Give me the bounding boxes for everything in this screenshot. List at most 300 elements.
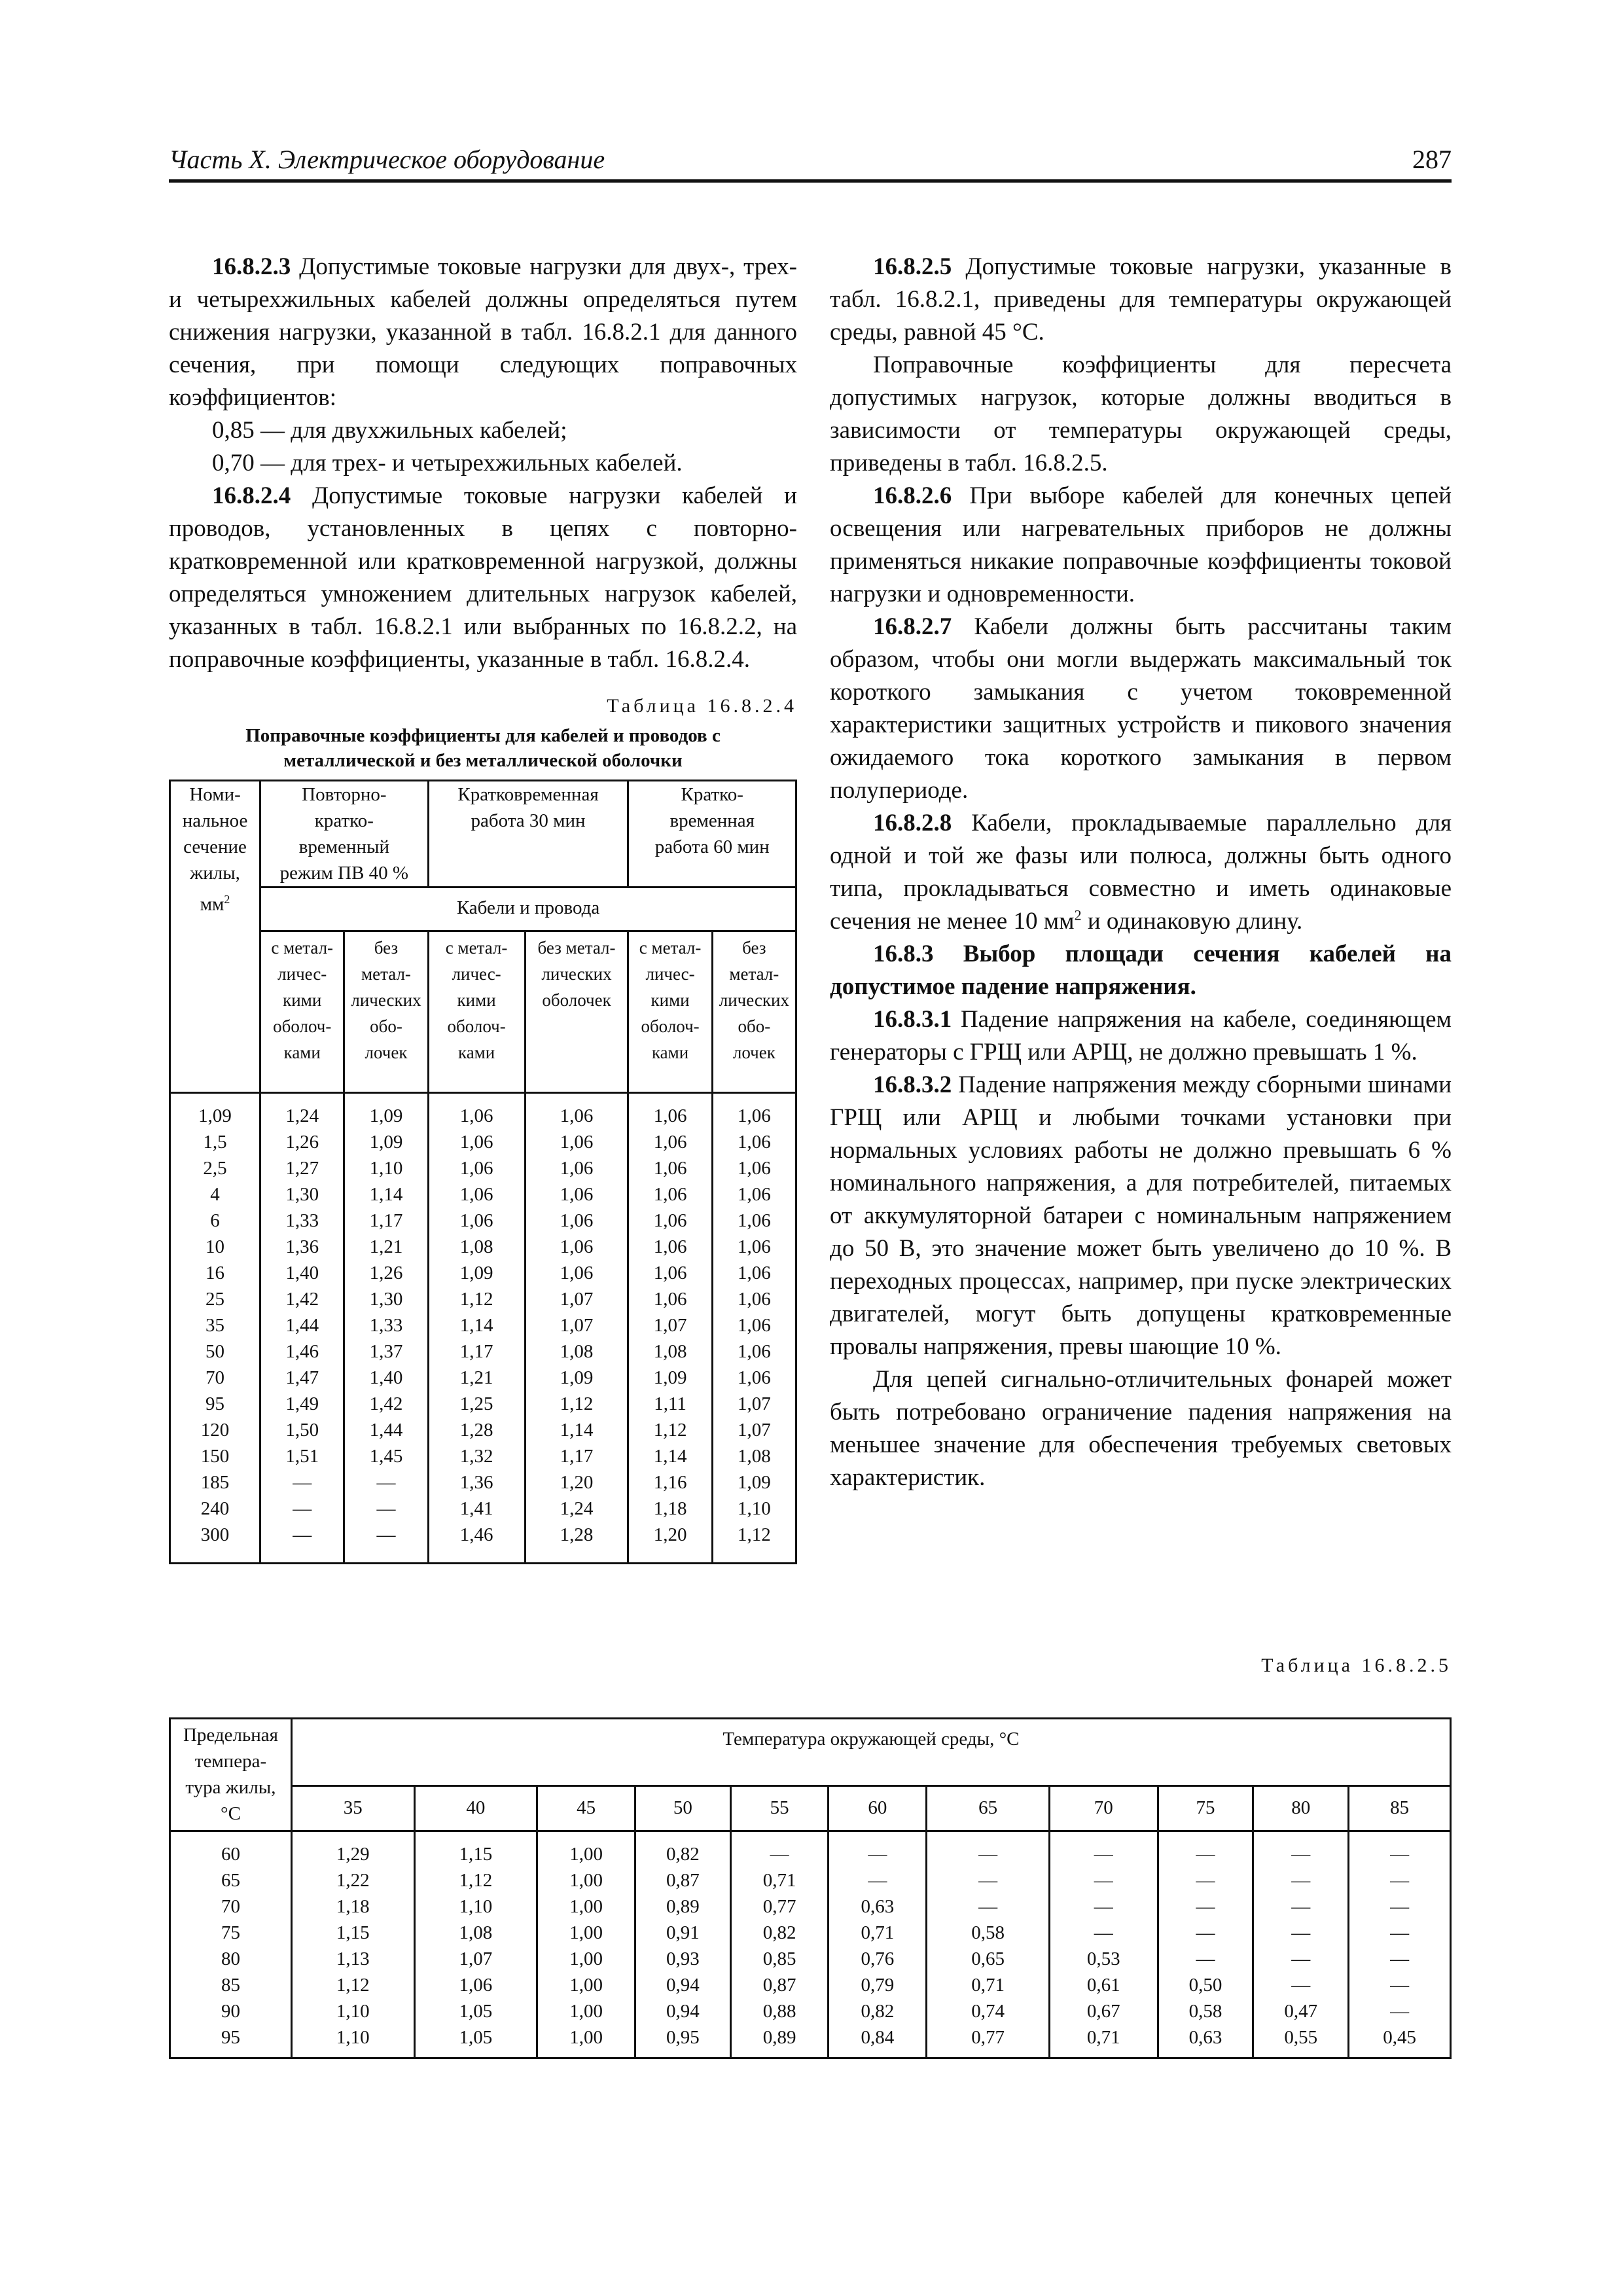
coefficient-value: 1,44 [369, 1420, 403, 1441]
coefficient-value: 1,10 [459, 1896, 493, 1917]
column-values [260, 1093, 344, 1564]
coefficient-value: 1,08 [459, 1922, 493, 1943]
header-intermittent-mode: Повторно- кратко- временный режим ПВ 40 % [260, 781, 429, 888]
coefficient-value: 1,24 [285, 1105, 319, 1126]
table-caption [169, 723, 797, 773]
section-value: 120 [200, 1420, 230, 1441]
section-value: 6 [210, 1210, 220, 1231]
coefficient-value: 1,07 [653, 1315, 687, 1336]
coefficient-value: — [376, 1498, 396, 1519]
coefficient-value: 0,71 [1086, 2027, 1120, 2048]
coefficient-value: 1,08 [737, 1446, 771, 1467]
column-values [712, 1093, 796, 1564]
section-value: 95 [205, 1393, 225, 1414]
coefficient-value: — [1390, 1975, 1410, 1996]
paragraph-text: Допустимые токовые нагрузки, указанные в табл. 16.8.2.1, приведены для температуры окружающей среды, равной 45 °С. [830, 253, 1452, 346]
coefficient-value: 1,00 [569, 2027, 603, 2048]
temperature-header: 35 [291, 1786, 414, 1831]
coefficient-value: 1,33 [369, 1315, 403, 1336]
coefficient-value: 0,71 [762, 1870, 796, 1891]
coefficient-value: 0,67 [1086, 2001, 1120, 2022]
left-column [169, 251, 797, 1564]
coefficient-value: 1,12 [459, 1870, 493, 1891]
coefficient-value: 1,06 [560, 1236, 594, 1257]
coefficient-value: 1,06 [737, 1367, 771, 1388]
coefficient-value: 1,12 [560, 1393, 594, 1414]
coefficient-value: — [770, 1844, 789, 1865]
coefficient-value: 1,06 [737, 1158, 771, 1179]
coefficient-value: 0,82 [762, 1922, 796, 1943]
clause-number: 16.8.2.5 [873, 253, 952, 280]
coefficient-value: 1,49 [285, 1393, 319, 1414]
section-value: 150 [200, 1446, 230, 1467]
coefficient-value: 1,06 [459, 1184, 493, 1205]
paragraph-text: При выборе кабелей для конечных цепей освещения или нагревательных приборов не должны применяться никакие поправочные коэффициенты токовой нагрузки и одновременности. [830, 482, 1452, 607]
coefficient-value: 0,55 [1284, 2027, 1318, 2048]
coefficient-value: — [1196, 1948, 1215, 1969]
paragraph-text: Кабели должны быть рассчитаны таким образом, чтобы они могли выдержать максимальный ток короткого замыкания с учетом токовременной характеристики защитных устройств и пикового значения ожидаемого тока короткого замыкания в первом полупериоде. [830, 613, 1452, 804]
column-values [730, 1831, 829, 2058]
header-ambient-temperature: Температура окружающей среды, °С [291, 1719, 1450, 1786]
section-heading-16-8-3: 16.8.3 Выбор площади сечения кабелей на допустимое падение напряжения. [830, 941, 1452, 1000]
coefficient-value: 1,06 [737, 1315, 771, 1336]
coefficient-value: 1,14 [369, 1184, 403, 1205]
coefficient-value: 1,29 [336, 1844, 370, 1865]
coefficient-value: 0,50 [1188, 1975, 1222, 1996]
coefficient-value: 1,10 [336, 2001, 370, 2022]
coefficient-value: — [293, 1472, 312, 1493]
coefficient-value: 1,06 [560, 1132, 594, 1153]
column-values [927, 1831, 1050, 2058]
coefficient-value: 1,28 [459, 1420, 493, 1441]
coefficient-value: 1,13 [336, 1948, 370, 1969]
column-values [1049, 1831, 1158, 2058]
coefficient-value: 1,12 [459, 1289, 493, 1310]
coefficient-value: 0,88 [762, 2001, 796, 2022]
coefficient-value: 0,84 [861, 2027, 895, 2048]
coefficient-value: 1,06 [653, 1105, 687, 1126]
header-short-time-30: Кратковременная работа 30 мин [428, 781, 628, 888]
coefficient-value: 1,06 [459, 1210, 493, 1231]
section-value: 1,09 [198, 1105, 232, 1126]
coefficient-value: 1,37 [369, 1341, 403, 1362]
coefficient-value: 1,44 [285, 1315, 319, 1336]
coefficient-value: — [293, 1524, 312, 1545]
coefficient-value: 1,06 [560, 1105, 594, 1126]
coefficient-value: — [978, 1896, 998, 1917]
coefficient-value: 0,63 [861, 1896, 895, 1917]
column-values [829, 1831, 927, 2058]
coefficient-value: — [1291, 1922, 1311, 1943]
table-label: Таблица 16.8.2.5 [1261, 1655, 1452, 1676]
coefficient-value: 1,06 [653, 1263, 687, 1283]
right-column [830, 251, 1452, 1494]
coefficient-value: — [978, 1870, 998, 1891]
coefficient-value: 1,08 [459, 1236, 493, 1257]
coefficient-value: 0,63 [1188, 2027, 1222, 2048]
coefficient-value: 1,08 [653, 1341, 687, 1362]
coefficient-value: 0,89 [666, 1896, 700, 1917]
core-temperature-value: 80 [221, 1948, 240, 1969]
coefficient-value: 0,82 [666, 1844, 700, 1865]
coefficient-value: 1,28 [560, 1524, 594, 1545]
table-body [170, 1831, 1451, 2058]
coefficient-value: 0,93 [666, 1948, 700, 1969]
clause-number: 16.8.3.2 [873, 1071, 952, 1098]
coefficient-value: 1,00 [569, 2001, 603, 2022]
paragraph-signal-lights: Для цепей сигнально-отличительных фонарей может быть потребовано ограничение падения напряжения на меньшее значение для обеспечения требуемых световых характеристик. [830, 1366, 1452, 1491]
coefficient-value: — [868, 1844, 887, 1865]
coefficient-value: 0,53 [1086, 1948, 1120, 1969]
coefficient-value: 1,10 [369, 1158, 403, 1179]
core-temperature-value: 90 [221, 2001, 240, 2022]
coefficient-value: 1,06 [737, 1263, 771, 1283]
coefficient-value: 1,32 [459, 1446, 493, 1467]
column-nominal-section [170, 1093, 260, 1564]
coefficient-value: 1,06 [459, 1158, 493, 1179]
coefficient-value: 1,12 [737, 1524, 771, 1545]
coefficient-value: 1,06 [459, 1975, 493, 1996]
coefficient-value: — [868, 1870, 887, 1891]
paragraph-text: Падение напряжения между сборными шинами ГРЩ или АРЩ и любыми точками установки при нормальных условиях работы не должно превышать 6 % номинального напряжения, а для потребителей, питаемых от аккумуляторной батареи с номинальным напряжением до 50 В, это значение может быть увеличено до 10 %. В переходных процессах, например, при пуске электрических двигателей, могут быть допущены кратковременные провалы напряжения, превы шающие 10 %. [830, 1071, 1452, 1360]
coefficient-three-four-core: 0,70 — для трех- и четырехжильных кабелей. [212, 450, 683, 476]
column-values [291, 1831, 414, 2058]
header-cables-and-wires: Кабели и провода [260, 888, 796, 931]
coefficient-value: 1,09 [560, 1367, 594, 1388]
coefficient-value: 1,09 [653, 1367, 687, 1388]
coefficient-value: 0,87 [762, 1975, 796, 1996]
coefficient-value: 1,06 [653, 1289, 687, 1310]
paragraph-16-8-2-8 [830, 807, 1452, 938]
core-temperature-value: 70 [221, 1896, 240, 1917]
coefficient-value: 0,76 [861, 1948, 895, 1969]
coefficient-value: 1,12 [336, 1975, 370, 1996]
paragraph-16-8-3-1 [830, 1003, 1452, 1069]
coefficient-value: — [1291, 1975, 1311, 1996]
clause-number: 16.8.2.6 [873, 482, 952, 509]
coefficient-value: 1,40 [369, 1367, 403, 1388]
column-values [428, 1093, 525, 1564]
column-values [1158, 1831, 1253, 2058]
coefficient-value: — [376, 1524, 396, 1545]
section-value: 300 [200, 1524, 230, 1545]
coefficient-value: 0,91 [666, 1922, 700, 1943]
coefficient-value: 1,05 [459, 2001, 493, 2022]
coefficient-value: 1,06 [653, 1158, 687, 1179]
temperature-correction-table-16-8-2-5 [169, 1717, 1452, 2059]
coefficient-value: 1,18 [336, 1896, 370, 1917]
coefficient-value: 0,45 [1383, 2027, 1416, 2048]
clause-number: 16.8.3.1 [873, 1006, 952, 1033]
coefficient-value: 1,05 [459, 2027, 493, 2048]
paragraph-text: Допустимые токовые нагрузки кабелей и проводов, установленных в цепях с повторно-кратковременной или кратковременной нагрузкой, должны определяться умножением длительных нагрузок кабелей, указанных в табл. 16.8.2.1 или выбранных по 16.8.2.2, на поправочные коэффициенты, указанные в табл. 16.8.2.4. [169, 482, 797, 673]
coefficient-table-16-8-2-4 [169, 780, 797, 1564]
coefficient-value: 0,87 [666, 1870, 700, 1891]
coefficient-value: 1,09 [737, 1472, 771, 1493]
coefficient-value: 1,14 [560, 1420, 594, 1441]
paragraph-16-8-2-7 [830, 611, 1452, 807]
coefficient-value: — [1196, 1896, 1215, 1917]
coefficient-value: 1,07 [560, 1315, 594, 1336]
coefficient-value: 0,79 [861, 1975, 895, 1996]
coefficient-value: 1,06 [737, 1289, 771, 1310]
coefficient-value: 0,65 [971, 1948, 1005, 1969]
temperature-header: 55 [730, 1786, 829, 1831]
coefficient-value: 1,42 [369, 1393, 403, 1414]
coefficient-value: 1,36 [285, 1236, 319, 1257]
coefficient-value: 1,06 [653, 1236, 687, 1257]
page-number: 287 [1412, 145, 1452, 174]
section-value: 70 [205, 1367, 225, 1388]
coefficient-value: 1,10 [737, 1498, 771, 1519]
coefficient-value: 0,61 [1086, 1975, 1120, 1996]
subheader-with-sheath: с метал- личес- кими оболоч- ками [628, 931, 712, 1093]
table-label: Таблица 16.8.2.4 [607, 695, 797, 717]
coefficient-value: 1,06 [653, 1184, 687, 1205]
column-values [1349, 1831, 1451, 2058]
section-value: 2,5 [203, 1158, 227, 1179]
coefficient-value: 1,07 [737, 1393, 771, 1414]
coefficient-value: 1,16 [653, 1472, 687, 1493]
coefficient-value: 1,06 [560, 1184, 594, 1205]
coefficient-value: 1,21 [459, 1367, 493, 1388]
coefficient-value: — [1291, 1896, 1311, 1917]
temperature-header: 60 [829, 1786, 927, 1831]
column-values [635, 1831, 730, 2058]
coefficient-value: 1,15 [336, 1922, 370, 1943]
coefficient-value: 1,17 [369, 1210, 403, 1231]
temperature-header: 80 [1253, 1786, 1349, 1831]
coefficient-value: 1,10 [336, 2027, 370, 2048]
paragraph-16-8-2-3 [169, 251, 797, 414]
coefficient-value: 1,25 [459, 1393, 493, 1414]
coefficient-value: 1,00 [569, 1870, 603, 1891]
coefficient-value: 0,94 [666, 1975, 700, 1996]
coefficient-value: 0,94 [666, 2001, 700, 2022]
coefficient-value: 1,06 [459, 1132, 493, 1153]
coefficient-value: — [1390, 1948, 1410, 1969]
core-temperature-value: 75 [221, 1922, 240, 1943]
coefficient-value: 0,77 [762, 1896, 796, 1917]
coefficient-value: 1,06 [737, 1236, 771, 1257]
paragraph-text: и одинаковую длину. [1081, 908, 1303, 935]
coefficient-value: 1,00 [569, 1948, 603, 1969]
coefficient-value: 1,09 [369, 1105, 403, 1126]
core-temperature-value: 65 [221, 1870, 240, 1891]
coefficient-value: 1,06 [737, 1184, 771, 1205]
coefficient-value: 1,47 [285, 1367, 319, 1388]
coefficient-value: — [1291, 1870, 1311, 1891]
coefficient-value: 0,89 [762, 2027, 796, 2048]
coefficient-value: — [1390, 1870, 1410, 1891]
coefficient-value: — [1390, 1844, 1410, 1865]
running-header [169, 140, 1452, 183]
coefficient-value: 1,07 [560, 1289, 594, 1310]
coefficient-value: 1,22 [336, 1870, 370, 1891]
coefficient-value: 1,09 [369, 1132, 403, 1153]
temperature-header: 70 [1049, 1786, 1158, 1831]
temperature-header-row [170, 1786, 1451, 1831]
coefficient-value: 0,58 [971, 1922, 1005, 1943]
paragraph-16-8-2-5 [830, 251, 1452, 349]
temperature-header: 40 [414, 1786, 537, 1831]
coefficient-value: — [1094, 1922, 1113, 1943]
section-value: 10 [205, 1236, 225, 1257]
coefficient-value: — [1390, 1896, 1410, 1917]
coefficient-value: 0,71 [971, 1975, 1005, 1996]
clause-number: 16.8.2.3 [212, 253, 291, 280]
superscript: 2 [1074, 906, 1082, 924]
column-values [628, 1093, 712, 1564]
coefficient-value: — [376, 1472, 396, 1493]
coefficient-value: — [1094, 1844, 1113, 1865]
column-values [537, 1831, 635, 2058]
coefficient-value: 1,45 [369, 1446, 403, 1467]
caption-line: Поправочные коэффициенты для кабелей и проводов с [245, 725, 721, 746]
paragraph-text: Кабели, прокладываемые параллельно для одной и той же фазы или полюса, должны быть одного типа, прокладываться совместно и иметь одинаковые сечения не менее 10 мм [830, 810, 1452, 935]
coefficient-value: 1,50 [285, 1420, 319, 1441]
section-value: 16 [205, 1263, 225, 1283]
coefficient-value: 1,06 [737, 1210, 771, 1231]
table-body [170, 1093, 796, 1564]
column-core-temperature [170, 1831, 292, 2058]
coefficient-value: 1,26 [369, 1263, 403, 1283]
coefficient-value: 1,00 [569, 1922, 603, 1943]
coefficient-value: 0,77 [971, 2027, 1005, 2048]
coefficient-value: 1,41 [459, 1498, 493, 1519]
paragraph-16-8-3-2 [830, 1069, 1452, 1363]
coefficient-value: 0,95 [666, 2027, 700, 2048]
coefficient-value: — [1390, 2001, 1410, 2022]
coefficient-value: 1,06 [737, 1341, 771, 1362]
coefficient-two-core: 0,85 — для двухжильных кабелей; [212, 417, 567, 444]
temperature-header: 75 [1158, 1786, 1253, 1831]
column-values [525, 1093, 628, 1564]
coefficient-value: 1,46 [285, 1341, 319, 1362]
coefficient-value: 1,06 [737, 1105, 771, 1126]
coefficient-value: 1,21 [369, 1236, 403, 1257]
header-max-core-temperature: Предельная темпера- тура жилы, °С [170, 1719, 292, 1831]
coefficient-value: 1,20 [560, 1472, 594, 1493]
coefficient-value: 1,17 [560, 1446, 594, 1467]
coefficient-value: 1,06 [653, 1132, 687, 1153]
coefficient-value: 0,58 [1188, 2001, 1222, 2022]
coefficient-value: 1,14 [653, 1446, 687, 1467]
coefficient-value: 1,06 [560, 1158, 594, 1179]
coefficient-value: 1,00 [569, 1896, 603, 1917]
section-value: 50 [205, 1341, 225, 1362]
coefficient-value: 1,24 [560, 1498, 594, 1519]
temperature-header: 45 [537, 1786, 635, 1831]
coefficient-value: 1,51 [285, 1446, 319, 1467]
subheader-with-sheath: с метал- личес- кими оболоч- ками [428, 931, 525, 1093]
coefficient-value: 1,06 [560, 1263, 594, 1283]
section-value: 240 [200, 1498, 230, 1519]
coefficient-value: 1,18 [653, 1498, 687, 1519]
paragraph-16-8-2-6 [830, 480, 1452, 611]
header-title: Часть X. Электрическое оборудование [169, 145, 605, 174]
coefficient-value: 1,00 [569, 1844, 603, 1865]
column-values [1253, 1831, 1349, 2058]
coefficient-value: — [1094, 1896, 1113, 1917]
coefficient-value: 1,36 [459, 1472, 493, 1493]
coefficient-value: 1,07 [737, 1420, 771, 1441]
section-value: 25 [205, 1289, 225, 1310]
core-temperature-value: 60 [221, 1844, 240, 1865]
temperature-header: 65 [927, 1786, 1050, 1831]
coefficient-value: 1,30 [369, 1289, 403, 1310]
coefficient-value: — [1291, 1948, 1311, 1969]
coefficient-value: 1,42 [285, 1289, 319, 1310]
subheader-without-sheath: без метал- лических обо- лочек [344, 931, 428, 1093]
core-temperature-value: 95 [221, 2027, 240, 2048]
coefficient-value: 1,14 [459, 1315, 493, 1336]
section-value: 1,5 [203, 1132, 227, 1153]
coefficient-value: — [1291, 1844, 1311, 1865]
coefficient-value: 1,11 [654, 1393, 687, 1414]
coefficient-value: 1,15 [459, 1844, 493, 1865]
section-value: 4 [210, 1184, 220, 1205]
temperature-header: 85 [1349, 1786, 1451, 1831]
column-values [344, 1093, 428, 1564]
coefficient-value: 1,00 [569, 1975, 603, 1996]
paragraph-16-8-2-4 [169, 480, 797, 676]
coefficient-value: — [1196, 1922, 1215, 1943]
coefficient-value: 1,06 [737, 1132, 771, 1153]
coefficient-value: 1,06 [560, 1210, 594, 1231]
clause-number: 16.8.2.8 [873, 810, 952, 836]
coefficient-value: 1,06 [459, 1105, 493, 1126]
coefficient-value: 1,40 [285, 1263, 319, 1283]
coefficient-value: 1,12 [653, 1420, 687, 1441]
coefficient-value: 1,17 [459, 1341, 493, 1362]
paragraph-text: Падение напряжения на кабеле, соединяющем генераторы с ГРЩ или АРЩ, не должно превышать 1 %. [830, 1006, 1452, 1066]
coefficient-value: 1,09 [459, 1263, 493, 1283]
column-values [414, 1831, 537, 2058]
coefficient-value: 0,85 [762, 1948, 796, 1969]
coefficient-value: 1,07 [459, 1948, 493, 1969]
coefficient-value: 1,08 [560, 1341, 594, 1362]
coefficient-value: 0,47 [1284, 2001, 1318, 2022]
coefficient-value: 1,27 [285, 1158, 319, 1179]
subheader-without-sheath: без метал- лических обо- лочек [712, 931, 796, 1093]
clause-number: 16.8.2.4 [212, 482, 291, 509]
coefficient-value: 1,06 [653, 1210, 687, 1231]
coefficient-value: 1,33 [285, 1210, 319, 1231]
section-value: 185 [200, 1472, 230, 1493]
header-nominal-section: Номи- нальное сечение жилы, $мм^2$ [170, 781, 260, 1093]
subheader-with-sheath: с метал- личес- кими оболоч- ками [260, 931, 344, 1093]
coefficient-value: — [1196, 1870, 1215, 1891]
header-short-time-60: Кратко- временная работа 60 мин [628, 781, 796, 888]
coefficient-value: 0,71 [861, 1922, 895, 1943]
caption-line: металлической и без металлической оболочки [283, 750, 683, 771]
coefficient-value: 1,20 [653, 1524, 687, 1545]
paragraph-text: Допустимые токовые нагрузки для двух-, трех- и четырехжильных кабелей должны определяться путем снижения нагрузки, указанной в табл. 16.8.2.1 для данного сечения, при помощи следующих поправочных коэффициентов: [169, 253, 797, 411]
coefficient-value: 1,26 [285, 1132, 319, 1153]
temperature-header: 50 [635, 1786, 730, 1831]
coefficient-value: — [1390, 1922, 1410, 1943]
coefficient-value: — [1196, 1844, 1215, 1865]
coefficient-value: 0,74 [971, 2001, 1005, 2022]
coefficient-value: — [293, 1498, 312, 1519]
coefficient-value: 1,46 [459, 1524, 493, 1545]
clause-number: 16.8.2.7 [873, 613, 952, 640]
section-value: 35 [205, 1315, 225, 1336]
coefficient-value: 0,82 [861, 2001, 895, 2022]
coefficient-value: 1,30 [285, 1184, 319, 1205]
paragraph-correction-factors: Поправочные коэффициенты для пересчета допустимых нагрузок, которые должны вводиться в зависимости от температуры окружающей среды, приведены в табл. 16.8.2.5. [830, 351, 1452, 476]
